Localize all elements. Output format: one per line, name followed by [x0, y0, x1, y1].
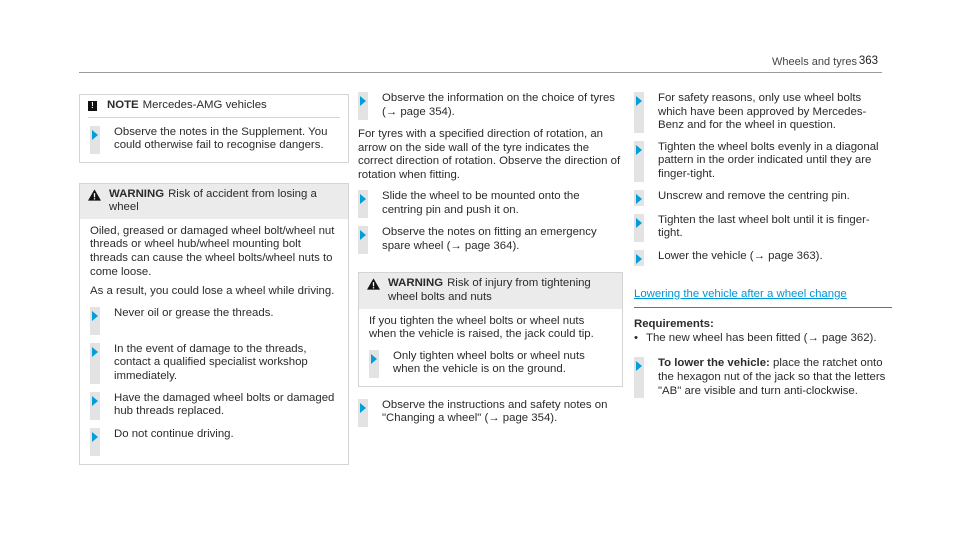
- instruction-step: [634, 357, 892, 398]
- step-arrow-icon: [92, 432, 98, 442]
- instruction-step: Observe the information on the choice of tyres (→ page 354).: [358, 92, 623, 120]
- step-arrow-icon: [371, 354, 377, 364]
- step-arrow-icon: [360, 403, 366, 413]
- warning-step: Only tighten wheel bolts or wheel nuts when the vehicle is on the ground.: [369, 350, 612, 378]
- step-arrow-icon: [360, 96, 366, 106]
- warning-step: Do not continue driving.: [90, 428, 338, 456]
- note-icon: !: [88, 101, 97, 111]
- warning-step: Never oil or grease the threads.: [90, 307, 338, 335]
- step-arrow-icon: [92, 396, 98, 406]
- requirements-label: Requirements:: [634, 318, 714, 331]
- warning-step: Have the damaged wheel bolts or damaged hub threads replaced.: [90, 392, 338, 420]
- warning-label: WARNING: [109, 187, 165, 200]
- column-1: [79, 94, 349, 465]
- step-arrow-icon: [636, 194, 642, 204]
- header-title: Wheels and tyres: [772, 56, 857, 68]
- warning-title: Risk of accident from losing a wheel: [109, 187, 317, 214]
- step-arrow-icon: [360, 194, 366, 204]
- warning-step: In the event of damage to the threads, contact a qualified specialist workshop immediately.: [90, 343, 338, 384]
- note-title: Mercedes-AMG vehicles: [142, 99, 267, 111]
- column-2: [358, 92, 623, 427]
- final-step-label: To lower the vehicle:: [658, 357, 770, 370]
- step-arrow-icon: [636, 254, 642, 264]
- instruction-step: Tighten the last wheel bolt until it is finger-tight.: [634, 214, 892, 242]
- step-arrow-icon: [92, 311, 98, 321]
- instruction-step: Observe the notes on fitting an emergency spare wheel (→ page 364).: [358, 226, 623, 254]
- bullet-icon: •: [634, 331, 638, 344]
- instruction-step: Lower the vehicle (→ page 363).: [634, 250, 892, 266]
- step-arrow-icon: [636, 96, 642, 106]
- column-3: [634, 92, 892, 398]
- page-number: 363: [858, 55, 878, 67]
- warning-label: WARNING: [388, 277, 444, 290]
- note-label: NOTE: [107, 99, 139, 111]
- warning-icon: [88, 189, 101, 201]
- note-step: Observe the notes in the Supplement. You could otherwise fail to recognise dangers.: [90, 126, 338, 154]
- warning-icon: [367, 278, 380, 290]
- final-step-text: place the ratchet onto the hexagon nut of the jack so that the letters "AB" are visible and turn anti-clockwise.: [658, 357, 886, 397]
- instruction-step: Unscrew and remove the centring pin.: [634, 190, 892, 206]
- requirement-item: • The new wheel has been fitted (→ page 362).: [634, 331, 877, 344]
- header-rule: [79, 72, 882, 73]
- step-arrow-icon: [636, 218, 642, 228]
- warning-box-injury: [358, 272, 623, 386]
- step-arrow-icon: [360, 230, 366, 240]
- warning-paragraph: If you tighten the wheel bolts or wheel nuts when the vehicle is raised, the jack could tip.: [369, 314, 594, 341]
- instruction-step: For safety reasons, only use wheel bolts which have been approved by Mercedes-Benz and for the wheel in question.: [634, 92, 892, 133]
- step-arrow-icon: [636, 145, 642, 155]
- warning-box-accident: [79, 183, 349, 465]
- note-box: [79, 94, 349, 163]
- warning-title: Risk of injury from tightening wheel bolts and nuts: [388, 277, 591, 303]
- warning-paragraph: As a result, you could lose a wheel while driving.: [90, 285, 335, 298]
- instruction-step: Slide the wheel to be mounted onto the centring pin and push it on.: [358, 190, 623, 218]
- instruction-step: Tighten the wheel bolts evenly in a diagonal pattern in the order indicated until they are finger-tight.: [634, 141, 892, 182]
- step-arrow-icon: [636, 361, 642, 371]
- section-title[interactable]: Lowering the vehicle after a wheel change: [634, 288, 892, 309]
- warning-paragraph: Oiled, greased or damaged wheel bolt/wheel nut threads or wheel hub/wheel mounting bolt threads can cause the wheel bolts/wheel nuts to come loose.: [90, 224, 335, 278]
- step-arrow-icon: [92, 130, 98, 140]
- step-arrow-icon: [92, 347, 98, 357]
- instruction-step: Observe the instructions and safety notes on "Changing a wheel" (→ page 354).: [358, 399, 623, 427]
- body-paragraph: For tyres with a specified direction of rotation, an arrow on the side wall of the tyre indicates the correct direction of rotation. Observe the direction of rotation when fitting.: [358, 128, 621, 181]
